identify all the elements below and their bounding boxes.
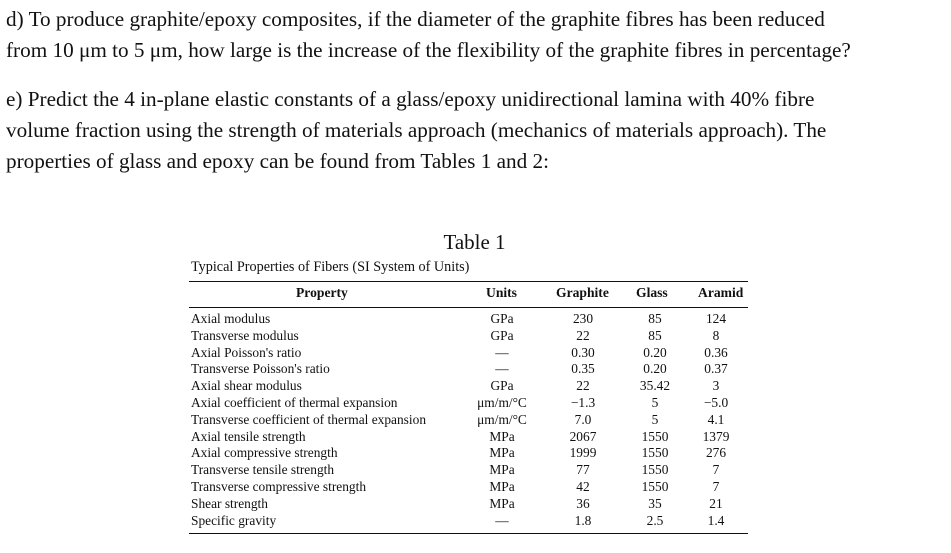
- cell-property: Transverse compressive strength: [191, 479, 367, 494]
- cell-graphite: 22: [576, 378, 590, 394]
- table-bottom-rule: [189, 533, 748, 534]
- cell-property: Axial compressive strength: [191, 445, 338, 461]
- cell-glass: 1550: [641, 428, 669, 444]
- cell-units: MPa: [489, 462, 515, 478]
- cell-property: Axial tensile strength: [191, 428, 306, 444]
- cell-units: μm/m/°C: [477, 395, 527, 410]
- question-d-line-1: d) To produce graphite/epoxy composites, if the diameter of the graphite fibres has been reduced: [6, 7, 825, 31]
- cell-graphite: 7.0: [574, 411, 592, 427]
- header-units: Units: [486, 285, 517, 300]
- cell-aramid: 3: [712, 378, 720, 394]
- table-row: [0, 360, 951, 377]
- cell-property: Specific gravity: [191, 512, 277, 528]
- table-row: [0, 394, 951, 411]
- cell-aramid: 1379: [702, 428, 730, 444]
- table-row: [0, 327, 951, 344]
- cell-glass: 5: [651, 411, 659, 427]
- table-row: [0, 377, 951, 394]
- cell-graphite: 22: [576, 327, 590, 343]
- cell-aramid: 0.36: [704, 344, 728, 360]
- question-e-line-3: properties of glass and epoxy can be found from Tables 1 and 2:: [6, 149, 549, 173]
- cell-property: Transverse coefficient of thermal expansion: [191, 411, 427, 427]
- header-aramid: Aramid: [698, 285, 744, 300]
- cell-property: Axial coefficient of thermal expansion: [191, 395, 398, 410]
- cell-glass: 0.20: [643, 344, 667, 360]
- cell-graphite: 77: [576, 462, 590, 478]
- table-row: [0, 478, 951, 495]
- cell-aramid: 276: [705, 445, 727, 461]
- table-title: Table 1: [443, 230, 506, 254]
- cell-units: MPa: [489, 479, 515, 494]
- table-caption: Typical Properties of Fibers (SI System of Units): [191, 259, 470, 275]
- cell-glass: 35.42: [639, 378, 671, 394]
- cell-units: —: [495, 344, 509, 360]
- cell-aramid: 124: [705, 311, 727, 326]
- cell-property: Axial shear modulus: [191, 378, 302, 394]
- cell-units: GPa: [490, 327, 514, 343]
- cell-aramid: 7: [712, 479, 720, 494]
- cell-units: μm/m/°C: [477, 411, 527, 427]
- cell-aramid: −5.0: [703, 395, 729, 410]
- cell-graphite: 42: [576, 479, 590, 494]
- cell-graphite: −1.3: [570, 395, 596, 410]
- question-e: [6, 84, 938, 177]
- cell-glass: 2.5: [646, 512, 664, 528]
- cell-glass: 1550: [641, 462, 669, 478]
- cell-property: Axial Poisson's ratio: [191, 344, 302, 360]
- table-row: [0, 411, 951, 428]
- cell-aramid: 4.1: [707, 411, 725, 427]
- cell-units: —: [495, 361, 509, 377]
- cell-graphite: 0.30: [571, 344, 595, 360]
- cell-units: MPa: [489, 495, 515, 511]
- cell-aramid: 0.37: [704, 361, 728, 377]
- cell-graphite: 0.35: [571, 361, 595, 377]
- cell-units: GPa: [490, 378, 514, 394]
- cell-units: MPa: [489, 445, 515, 461]
- cell-graphite: 36: [576, 495, 590, 511]
- cell-property: Shear strength: [191, 495, 268, 511]
- header-graphite: Graphite: [556, 285, 609, 300]
- cell-graphite: 1999: [569, 445, 597, 461]
- cell-property: Transverse tensile strength: [191, 462, 335, 478]
- question-e-line-2: volume fraction using the strength of materials approach (mechanics of materials approach). The: [6, 118, 827, 142]
- cell-glass: 0.20: [643, 361, 667, 377]
- cell-glass: 1550: [641, 445, 669, 461]
- question-d: [6, 4, 938, 66]
- question-d-line-2: from 10 μm to 5 μm, how large is the increase of the flexibility of the graphite fibres in percentage?: [6, 38, 851, 62]
- cell-units: GPa: [490, 311, 514, 326]
- table-row: [0, 495, 951, 512]
- cell-glass: 85: [648, 311, 662, 326]
- header-glass: Glass: [636, 285, 668, 300]
- cell-property: Axial modulus: [191, 311, 271, 326]
- cell-units: MPa: [489, 428, 515, 444]
- cell-glass: 1550: [641, 479, 669, 494]
- cell-graphite: 1.8: [574, 512, 592, 528]
- cell-property: Transverse modulus: [191, 327, 299, 343]
- cell-property: Transverse Poisson's ratio: [191, 361, 330, 377]
- table-row: [0, 310, 951, 327]
- table-header-rule: [189, 307, 748, 308]
- cell-graphite: 230: [572, 311, 594, 326]
- cell-aramid: 1.4: [707, 512, 725, 528]
- cell-aramid: 21: [709, 495, 723, 511]
- cell-glass: 85: [648, 327, 662, 343]
- table-row: [0, 461, 951, 478]
- cell-glass: 5: [651, 395, 659, 410]
- header-property: Property: [296, 285, 348, 300]
- cell-graphite: 2067: [569, 428, 597, 444]
- table-row: [0, 512, 951, 529]
- table-row: [0, 444, 951, 461]
- table-row: [0, 344, 951, 361]
- cell-glass: 35: [648, 495, 662, 511]
- question-e-line-1: e) Predict the 4 in-plane elastic constants of a glass/epoxy unidirectional lamina with 40% fibre: [6, 87, 815, 111]
- cell-aramid: 7: [712, 462, 720, 478]
- table-top-rule: [189, 281, 748, 282]
- table-row: [0, 428, 951, 445]
- cell-units: —: [495, 512, 509, 528]
- cell-aramid: 8: [712, 327, 720, 343]
